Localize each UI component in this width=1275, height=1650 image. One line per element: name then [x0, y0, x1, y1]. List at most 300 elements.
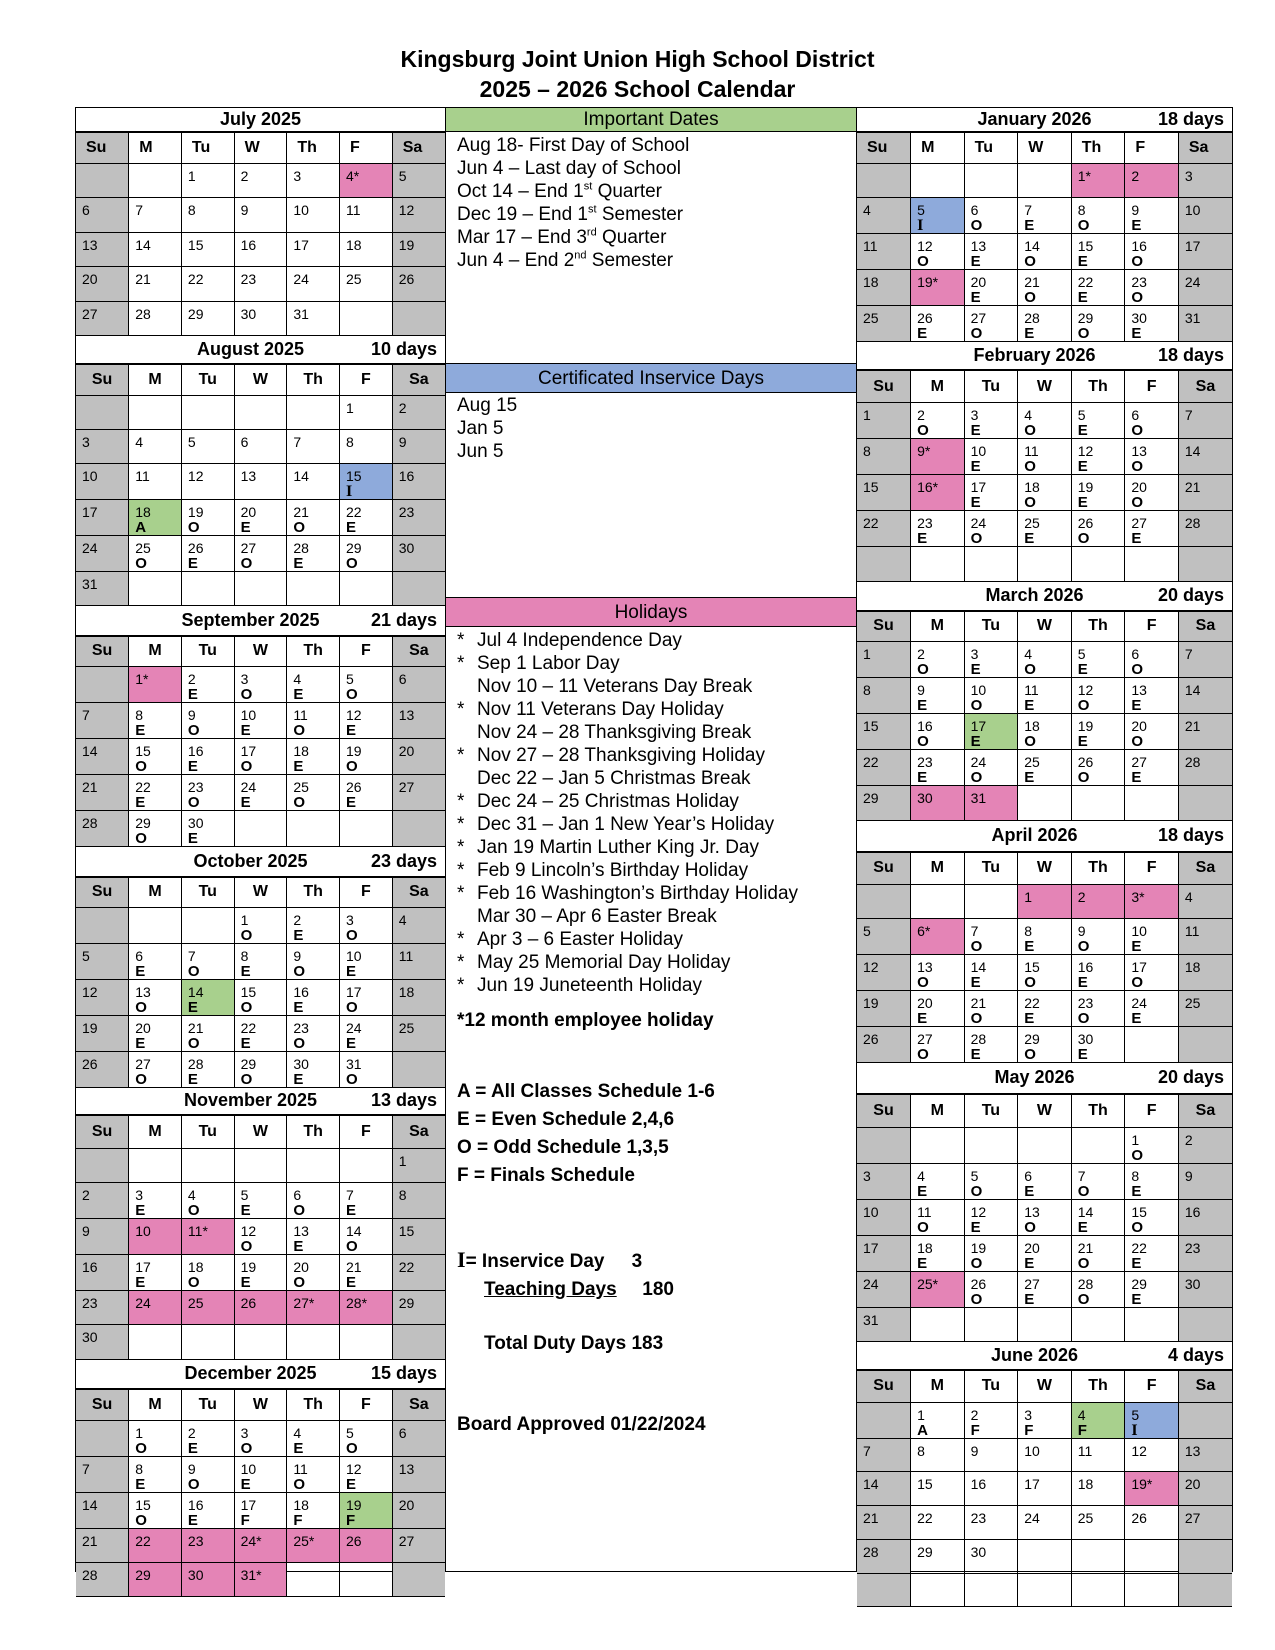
day-cell — [1018, 713, 1072, 749]
day-cell — [1071, 511, 1125, 547]
day-number: 13 — [1184, 1442, 1201, 1459]
important-date-item — [457, 226, 856, 249]
day-cell — [964, 954, 1018, 990]
weekday-header: M — [129, 364, 182, 395]
day-cell — [76, 1492, 129, 1528]
day-cell — [857, 1271, 911, 1307]
week-row — [76, 164, 445, 198]
day-cell — [340, 1219, 393, 1255]
day-cell — [129, 774, 182, 810]
day-number: 18 — [187, 1259, 204, 1276]
day-number: 11 — [398, 947, 414, 964]
day-cell — [234, 1562, 287, 1596]
day-cell — [129, 232, 182, 266]
day-number: 19 — [240, 1259, 257, 1276]
day-cell — [1071, 1539, 1125, 1573]
day-number: 1 — [187, 168, 196, 184]
day-number: 29 — [240, 1055, 257, 1072]
day-cell — [76, 429, 129, 463]
day-cell — [1125, 475, 1179, 511]
schedule-code: O — [1131, 1218, 1143, 1236]
day-cell — [129, 463, 182, 499]
month-header — [76, 1088, 445, 1115]
week-row — [857, 1163, 1232, 1199]
day-cell — [340, 1051, 393, 1087]
weekday-header: Sa — [392, 1389, 445, 1420]
day-cell — [857, 1573, 911, 1607]
day-cell — [234, 571, 287, 605]
week-row — [857, 1199, 1232, 1235]
day-cell — [234, 979, 287, 1015]
schedule-code: O — [1024, 494, 1036, 511]
day-cell — [1018, 641, 1072, 677]
day-number: 28* — [346, 1295, 368, 1312]
day-number: 22 — [917, 1510, 933, 1527]
day-number: 5 — [82, 947, 90, 964]
day-cell — [1125, 1127, 1179, 1163]
day-number: 19 — [346, 742, 362, 759]
holiday-text: Jul 4 Independence Day — [477, 630, 682, 651]
day-cell — [911, 547, 965, 582]
day-cell — [340, 1015, 393, 1051]
day-cell — [129, 979, 182, 1015]
holiday-item — [457, 859, 856, 882]
schedule-code: F — [293, 1511, 303, 1529]
total-duty-days: Total Duty Days 183 — [484, 1333, 664, 1354]
day-number: 31 — [293, 305, 309, 322]
schedule-code-legend — [446, 1078, 856, 1190]
day-number: 27 — [135, 1055, 151, 1072]
day-number: 12 — [187, 467, 204, 484]
weekday-header: F — [340, 877, 393, 907]
week-row — [857, 1402, 1232, 1438]
asterisk-marker — [457, 905, 477, 928]
day-number: 14 — [293, 467, 309, 484]
day-cell — [857, 1199, 911, 1235]
schedule-code: O — [346, 926, 358, 944]
schedule-code: E — [970, 973, 981, 991]
day-cell — [181, 738, 234, 774]
day-cell — [964, 884, 1018, 918]
holiday-item — [457, 744, 856, 767]
day-cell — [857, 511, 911, 547]
day-number: 15 — [917, 1476, 933, 1493]
inservice-letter: I — [457, 1247, 466, 1272]
asterisk-marker: * — [457, 975, 465, 996]
schedule-code: O — [135, 1511, 147, 1529]
weekday-header: W — [1018, 1370, 1072, 1402]
day-cell — [857, 990, 911, 1026]
day-number: 16 — [1131, 238, 1147, 255]
weekday-header: Tu — [964, 852, 1018, 884]
weekday-header: W — [234, 364, 287, 395]
day-number: 9 — [187, 1460, 196, 1477]
day-cell — [392, 571, 445, 605]
day-cell — [911, 1026, 965, 1062]
day-number: 11 — [293, 1460, 308, 1477]
schedule-code: O — [970, 1254, 983, 1272]
day-number: 16 — [1077, 958, 1094, 975]
schedule-code: A — [917, 1421, 928, 1439]
day-number: 25 — [1077, 1510, 1094, 1527]
day-cell — [857, 1127, 911, 1163]
day-cell — [340, 1148, 393, 1182]
day-cell — [340, 810, 393, 846]
week-row — [76, 1051, 445, 1087]
day-cell — [1178, 1127, 1232, 1163]
holiday-text: Apr 3 – 6 Easter Holiday — [477, 929, 683, 950]
schedule-code: E — [293, 1439, 304, 1457]
day-cell — [287, 979, 340, 1015]
day-cell — [234, 774, 287, 810]
day-number: 22 — [1024, 994, 1040, 1011]
day-cell — [181, 395, 234, 429]
schedule-code: O — [917, 1045, 929, 1063]
schedule-code: E — [293, 998, 304, 1016]
month-grid — [76, 364, 445, 606]
day-number: 17 — [82, 503, 98, 520]
day-number: 3 — [346, 911, 354, 928]
day-number: 1* — [135, 670, 149, 687]
day-number: 14 — [1024, 238, 1040, 255]
important-dates-heading: Important Dates — [446, 108, 856, 132]
day-cell — [340, 907, 393, 943]
weekday-header: F — [340, 133, 393, 164]
day-cell — [1125, 1271, 1179, 1307]
schedule-code: O — [1131, 494, 1143, 511]
day-cell — [911, 164, 965, 198]
day-cell — [234, 267, 287, 301]
day-cell — [1071, 1163, 1125, 1199]
day-number: 8 — [398, 1187, 407, 1204]
weekday-header: Su — [857, 1370, 911, 1402]
schedule-code: E — [293, 554, 304, 572]
day-number: 28 — [187, 1055, 204, 1072]
day-number: 22 — [1077, 274, 1094, 291]
day-number: 20 — [1024, 1239, 1040, 1256]
schedule-code: E — [293, 1070, 304, 1088]
day-cell — [964, 306, 1018, 342]
day-cell — [1178, 475, 1232, 511]
day-number: 31 — [82, 575, 98, 592]
day-cell — [76, 1183, 129, 1219]
schedule-code: O — [293, 793, 305, 811]
day-number: 24 — [293, 271, 309, 288]
day-cell — [911, 1163, 965, 1199]
day-number: 23 — [82, 1295, 98, 1312]
schedule-code: E — [135, 1274, 146, 1291]
day-cell — [234, 463, 287, 499]
day-number: 28 — [135, 305, 151, 322]
day-number: 3 — [240, 1424, 249, 1441]
day-cell — [340, 1420, 393, 1456]
week-row — [857, 1539, 1232, 1573]
day-cell — [1071, 306, 1125, 342]
day-number: 11 — [917, 1203, 932, 1220]
holiday-text: Mar 30 – Apr 6 Easter Break — [477, 906, 717, 927]
day-number: 6 — [970, 202, 979, 219]
schedule-code: F — [240, 1511, 250, 1529]
day-number: 12 — [1077, 681, 1094, 698]
day-number: 28 — [1184, 753, 1201, 770]
day-cell — [129, 1325, 182, 1359]
day-cell — [340, 395, 393, 429]
month-header — [76, 1360, 445, 1389]
day-cell — [392, 702, 445, 738]
schedule-code: E — [1024, 1290, 1035, 1308]
schedule-code: O — [187, 1475, 200, 1493]
day-cell — [1125, 1163, 1179, 1199]
day-cell — [964, 1026, 1018, 1062]
holiday-text: Dec 22 – Jan 5 Christmas Break — [477, 768, 751, 789]
important-date-sup: rd — [586, 226, 597, 239]
day-cell — [857, 1539, 911, 1573]
holiday-item — [457, 928, 856, 951]
day-number: 26 — [346, 778, 362, 795]
day-number: 24 — [82, 539, 98, 556]
day-number: 2 — [187, 1424, 196, 1441]
day-cell — [1178, 713, 1232, 749]
day-cell — [287, 267, 340, 301]
schedule-code: O — [187, 793, 200, 811]
holiday-item — [457, 767, 856, 790]
day-cell — [1178, 1163, 1232, 1199]
day-number: 10 — [293, 202, 309, 219]
weekday-header: F — [1125, 133, 1179, 164]
schedule-code: O — [293, 721, 305, 739]
day-number: 10 — [135, 1223, 151, 1240]
day-cell — [392, 979, 445, 1015]
schedule-code: F — [970, 1421, 980, 1439]
day-number: 3* — [1131, 888, 1145, 905]
day-cell — [911, 198, 965, 234]
day-cell — [234, 232, 287, 266]
weekday-header: Su — [857, 371, 911, 403]
schedule-code: O — [240, 1238, 253, 1255]
schedule-code: O — [917, 660, 929, 678]
day-number: 29 — [1024, 1030, 1040, 1047]
month-instructional-days: 4 days — [1167, 1344, 1224, 1365]
schedule-code: E — [346, 1034, 357, 1052]
day-number: 27 — [1024, 1275, 1040, 1292]
day-number: 19 — [346, 1496, 362, 1513]
schedule-code: O — [293, 1274, 305, 1291]
day-cell — [1125, 677, 1179, 713]
important-date-post: Semester — [586, 250, 674, 271]
schedule-code: I — [1131, 1421, 1138, 1439]
day-number: 19* — [917, 274, 939, 291]
schedule-code: O — [293, 1475, 305, 1493]
day-cell — [911, 439, 965, 475]
day-cell — [964, 990, 1018, 1026]
day-cell — [1071, 785, 1125, 820]
schedule-code: E — [1077, 1045, 1088, 1063]
day-number: 5 — [917, 202, 925, 219]
day-number: 7 — [863, 1442, 871, 1459]
schedule-code: E — [346, 1475, 357, 1493]
holiday-text: Nov 11 Veterans Day Holiday — [477, 699, 724, 720]
day-cell — [1071, 439, 1125, 475]
day-cell — [234, 1528, 287, 1562]
day-number: 7 — [82, 706, 90, 723]
day-number: 26 — [917, 310, 933, 327]
day-number: 24* — [240, 1532, 262, 1549]
schedule-code: E — [1077, 289, 1088, 306]
holiday-item — [457, 813, 856, 836]
day-number: 2 — [970, 1406, 979, 1423]
day-number: 20 — [398, 742, 415, 759]
day-cell — [911, 270, 965, 306]
day-number: 11 — [1024, 681, 1039, 698]
day-number: 18 — [1077, 1476, 1094, 1493]
schedule-code: O — [240, 685, 253, 703]
schedule-code: I — [346, 482, 353, 500]
holiday-text: Jun 19 Juneteenth Holiday — [477, 975, 702, 996]
day-number: 17 — [970, 717, 987, 734]
day-cell — [1178, 1539, 1232, 1573]
weekday-header: Su — [76, 364, 129, 395]
week-row — [857, 439, 1232, 475]
day-number: 9 — [82, 1223, 90, 1240]
day-cell — [964, 1402, 1018, 1438]
day-cell — [234, 198, 287, 232]
day-cell — [964, 677, 1018, 713]
day-cell — [287, 1219, 340, 1255]
day-cell — [129, 810, 182, 846]
day-cell — [1018, 1235, 1072, 1271]
day-cell — [234, 907, 287, 943]
schedule-code: I — [917, 217, 924, 234]
day-cell — [1071, 990, 1125, 1026]
day-cell — [392, 232, 445, 266]
day-cell — [911, 918, 965, 954]
day-cell — [287, 943, 340, 979]
inservice-date-item: Jun 5 — [457, 441, 504, 462]
schedule-code: E — [970, 458, 981, 475]
weekday-header: Th — [1071, 852, 1125, 884]
day-number: 4 — [1077, 1406, 1086, 1423]
day-cell — [964, 1235, 1018, 1271]
teaching-days-count: 180 — [642, 1279, 674, 1300]
day-number: 15 — [863, 717, 879, 734]
day-cell — [392, 499, 445, 535]
day-cell — [1071, 198, 1125, 234]
month-december-2025 — [76, 1360, 445, 1597]
day-number: 18 — [346, 236, 362, 253]
day-number: 15 — [398, 1223, 415, 1240]
day-cell — [392, 1255, 445, 1291]
day-number: 21 — [187, 1019, 204, 1036]
day-number: 23 — [917, 515, 933, 532]
schedule-code: O — [293, 962, 305, 980]
schedule-code: E — [1024, 1182, 1035, 1200]
day-cell — [911, 1307, 965, 1341]
day-cell — [392, 395, 445, 429]
day-cell — [911, 1573, 965, 1607]
day-cell — [1071, 1472, 1125, 1506]
day-cell — [234, 164, 287, 198]
schedule-code: O — [187, 518, 200, 536]
schedule-code: O — [1131, 973, 1143, 991]
day-cell — [181, 1291, 234, 1325]
day-number: 11 — [1077, 1442, 1093, 1459]
asterisk-marker — [457, 721, 477, 744]
month-header — [76, 336, 445, 364]
day-number: 2 — [1077, 888, 1086, 905]
day-number: 15 — [346, 467, 362, 484]
day-cell — [1071, 547, 1125, 582]
day-number: 10 — [1024, 1442, 1040, 1459]
day-cell — [287, 1291, 340, 1325]
important-date-item — [457, 249, 856, 272]
weekday-header: Th — [1071, 1094, 1125, 1127]
day-cell — [1178, 306, 1232, 342]
day-cell — [1178, 990, 1232, 1026]
schedule-code: O — [135, 757, 147, 775]
important-date-item: Aug 18- First Day of School — [457, 135, 690, 156]
weekday-header: W — [234, 877, 287, 907]
schedule-code: E — [346, 1202, 357, 1219]
day-number: 30 — [1131, 310, 1147, 327]
day-number: 18 — [135, 503, 151, 520]
asterisk-marker: * — [457, 860, 465, 881]
day-cell — [857, 270, 911, 306]
day-cell — [287, 535, 340, 571]
weekday-header: M — [129, 1389, 182, 1420]
day-number: 28 — [1024, 310, 1040, 327]
day-cell — [340, 499, 393, 535]
asterisk-marker: * — [457, 791, 465, 812]
day-cell — [1018, 677, 1072, 713]
day-number: 13 — [917, 958, 933, 975]
month-instructional-days: 15 days — [370, 1363, 437, 1384]
month-instructional-days: 23 days — [370, 850, 437, 871]
schedule-code: O — [970, 325, 983, 342]
day-cell — [129, 499, 182, 535]
day-number: 12 — [82, 983, 98, 1000]
week-row — [857, 164, 1232, 198]
day-number: 25 — [1024, 515, 1040, 532]
day-cell — [392, 1325, 445, 1359]
weekday-header: Tu — [964, 371, 1018, 403]
week-row — [857, 270, 1232, 306]
day-number: 19 — [970, 1239, 987, 1256]
month-name: June 2026 — [990, 1344, 1079, 1365]
day-cell — [76, 1562, 129, 1596]
day-cell — [1018, 198, 1072, 234]
day-cell — [234, 535, 287, 571]
day-cell — [1018, 475, 1072, 511]
day-cell — [76, 907, 129, 943]
day-cell — [1018, 1307, 1072, 1341]
important-date-pre: Dec 19 – End 1 — [457, 204, 588, 225]
day-number: 25 — [293, 778, 309, 795]
week-row — [857, 547, 1232, 582]
day-cell — [392, 810, 445, 846]
day-number: 2 — [240, 168, 249, 184]
day-number: 24 — [240, 778, 257, 795]
day-cell — [964, 1127, 1018, 1163]
schedule-code: E — [135, 1034, 146, 1052]
important-date-pre: Jun 4 – End 2 — [457, 250, 575, 271]
day-cell — [129, 198, 182, 232]
day-cell — [1018, 1402, 1072, 1438]
important-date-item: Jun 4 – Last day of School — [457, 158, 681, 179]
day-cell — [340, 535, 393, 571]
weekday-header: Sa — [392, 364, 445, 395]
holiday-text: Nov 27 – 28 Thanksgiving Holiday — [477, 745, 765, 766]
day-cell — [340, 463, 393, 499]
